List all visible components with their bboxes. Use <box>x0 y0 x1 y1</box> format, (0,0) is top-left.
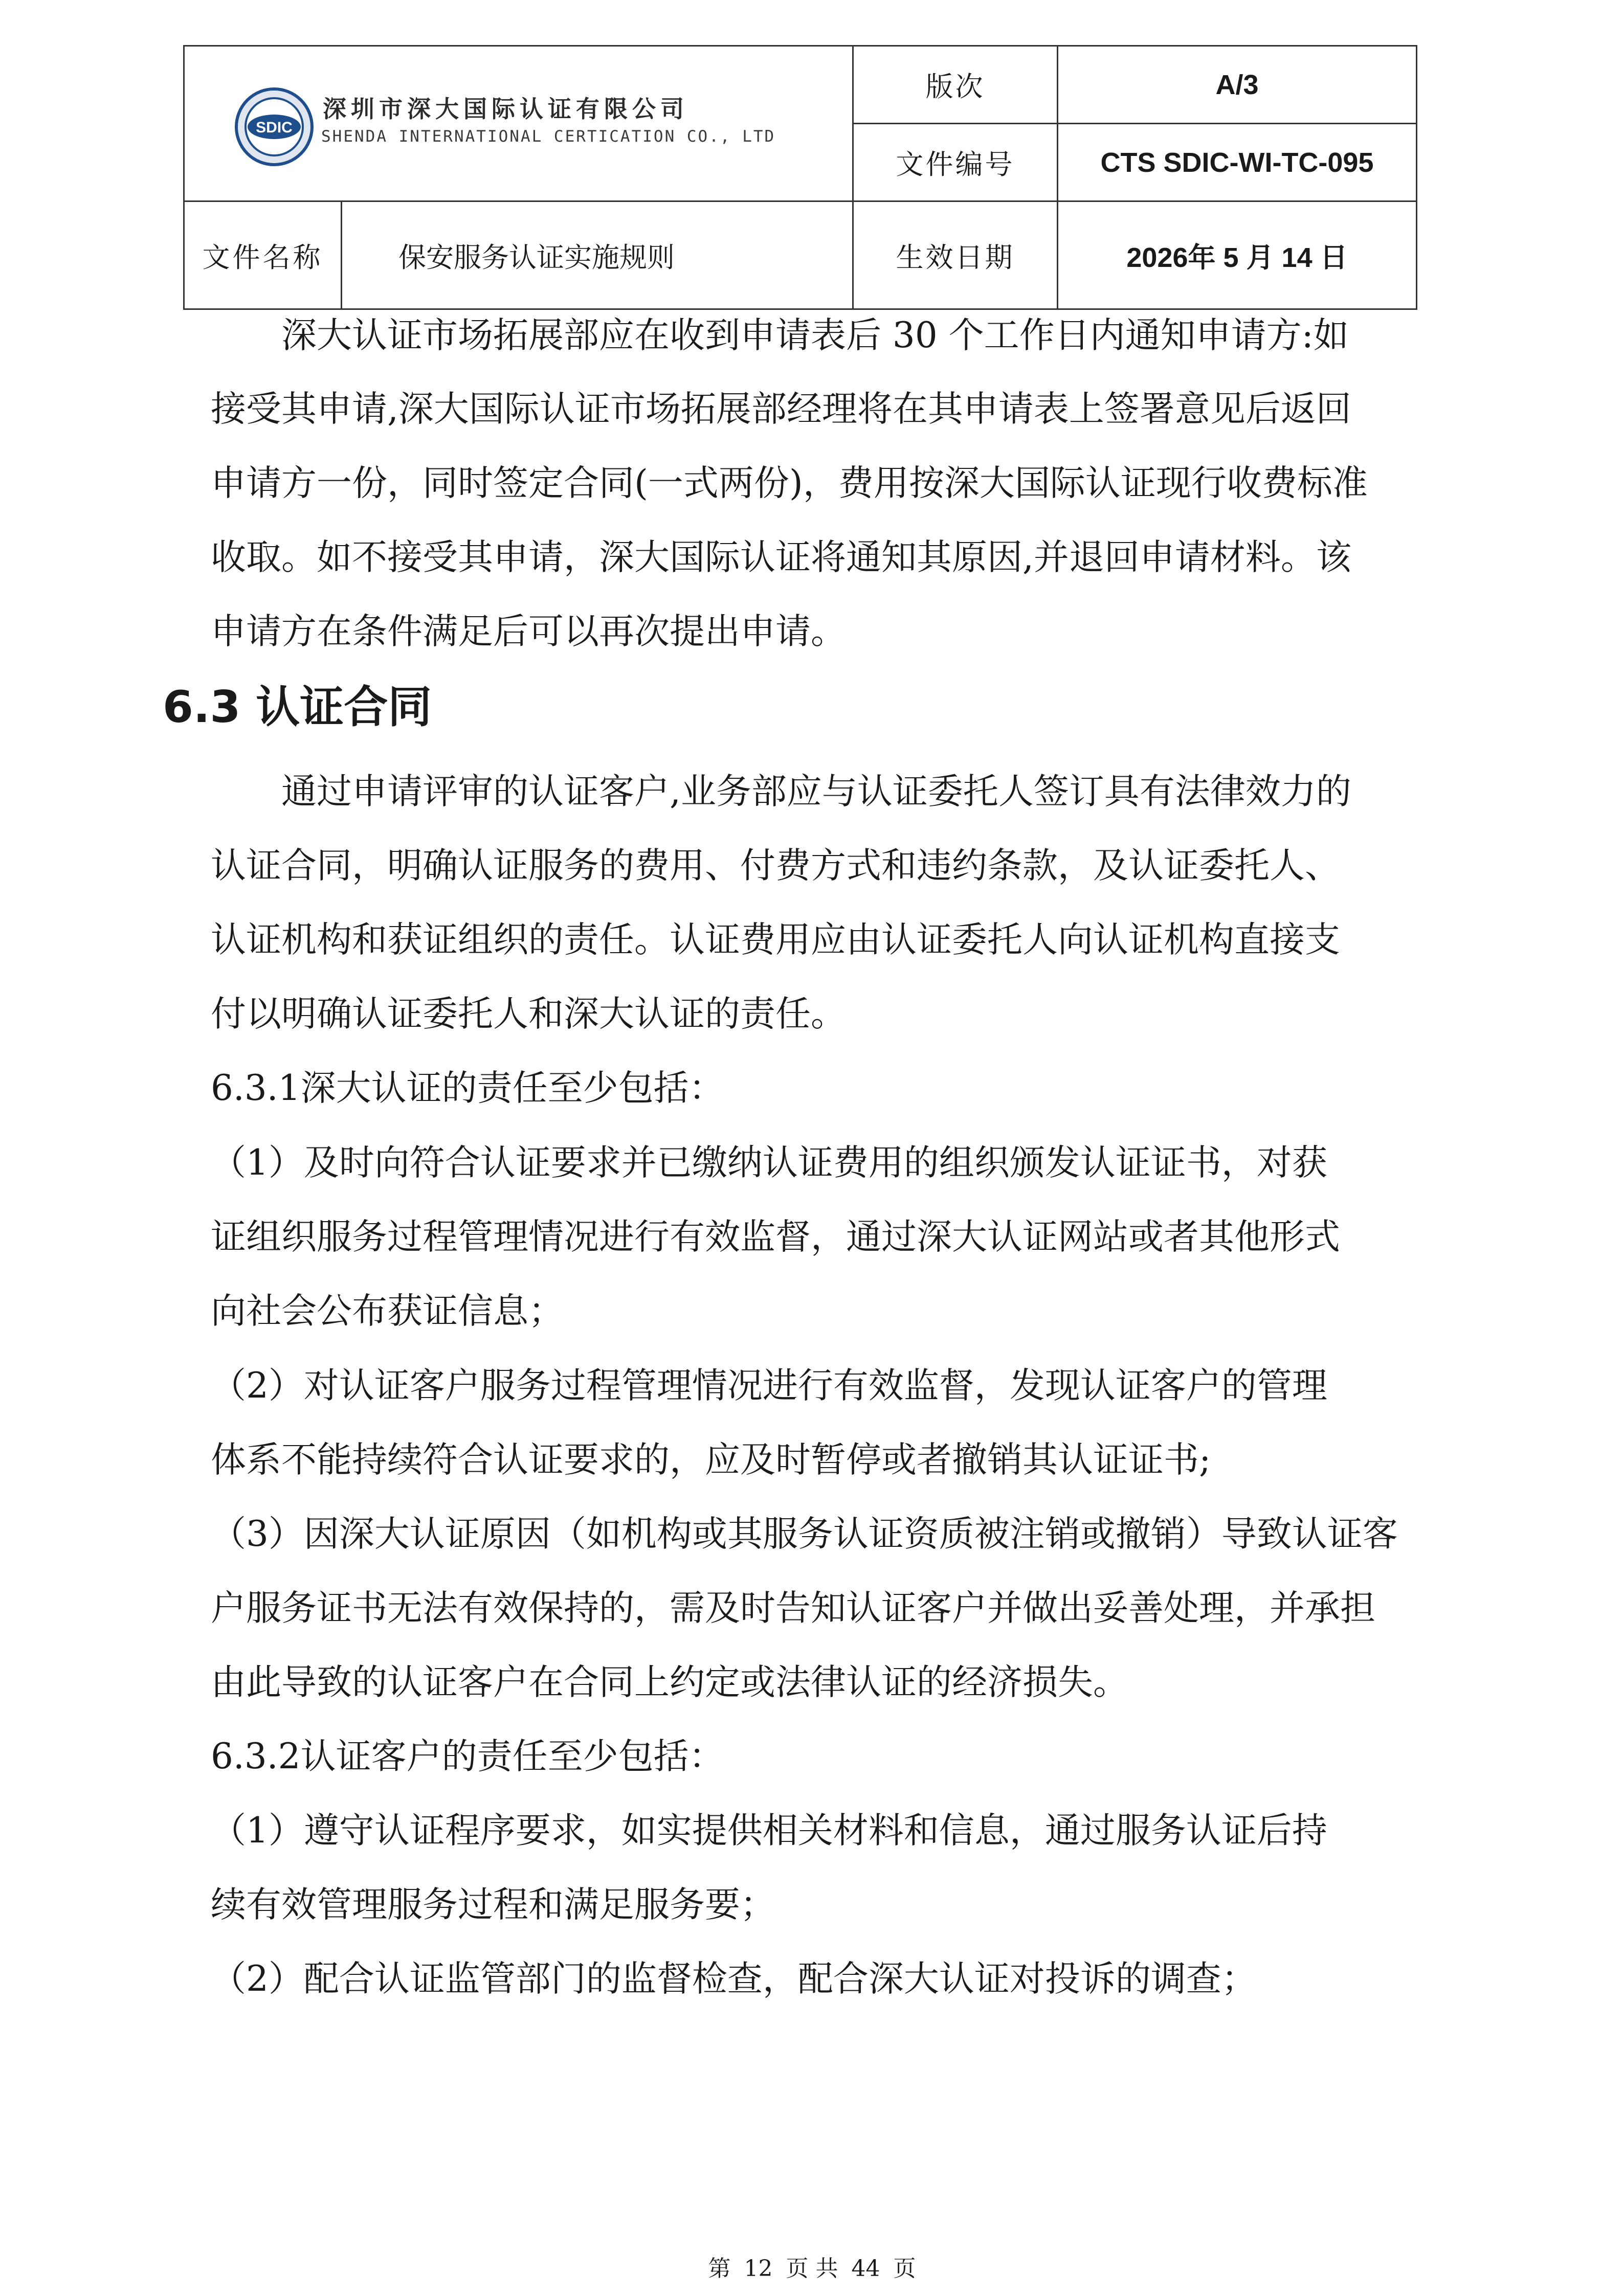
paragraph-line: 通过申请评审的认证客户,业务部应与认证委托人签订具有法律效力的 <box>281 771 1351 812</box>
effective-date-value: 2026年 5 月 14 日 <box>1058 201 1417 309</box>
subsection-heading: 6.3.1深大认证的责任至少包括： <box>211 1068 724 1109</box>
company-name-en: SHENDA INTERNATIONAL CERTICATION CO., LTD <box>321 127 776 146</box>
logo-cell <box>184 46 853 201</box>
company-logo <box>233 78 796 175</box>
sdic-seal-icon <box>233 86 315 168</box>
paragraph-line: 申请方在条件满足后可以再次提出申请。 <box>211 611 846 652</box>
paragraph-line: 收取。如不接受其申请，深大国际认证将通知其原因,并退回申请材料。该 <box>211 537 1351 578</box>
page-mid: 页 共 <box>786 2256 838 2282</box>
paragraph-line: 认证合同，明确认证服务的费用、付费方式和违约条款，及认证委托人、 <box>211 845 1340 886</box>
paragraph-line: 深大认证市场拓展部应在收到申请表后 30 个工作日内通知申请方:如 <box>281 315 1349 356</box>
page-footer <box>0 2250 1624 2283</box>
company-name-cn: 深圳市深大国际认证有限公司 <box>323 95 688 123</box>
list-item-line: （1）遵守认证程序要求，如实提供相关材料和信息，通过服务认证后持 <box>211 1810 1327 1851</box>
list-item-line: （2）配合认证监管部门的监督检查，配合深大认证对投诉的调查； <box>211 1959 1257 1999</box>
paragraph-line: 认证机构和获证组织的责任。认证费用应由认证委托人向认证机构直接支 <box>211 919 1340 960</box>
doc-name-label: 文件名称 <box>184 201 342 309</box>
list-item-line: （3）因深大认证原因（如机构或其服务认证资质被注销或撤销）导致认证客 <box>211 1514 1398 1555</box>
list-item-line: 向社会公布获证信息； <box>211 1291 564 1332</box>
list-item-line: 户服务证书无法有效保持的，需及时告知认证客户并做出妥善处理，并承担 <box>211 1588 1375 1629</box>
paragraph-line: 申请方一份，同时签定合同(一式两份)，费用按深大国际认证现行收费标准 <box>211 463 1368 504</box>
doc-name-value: 保安服务认证实施规则 <box>342 201 853 309</box>
section-heading: 6.3 认证合同 <box>163 682 432 733</box>
document-header-table <box>183 45 1417 310</box>
list-item-line: 证组织服务过程管理情况进行有效监督，通过深大认证网站或者其他形式 <box>211 1217 1340 1257</box>
logo-text: SDIC <box>256 119 293 136</box>
list-item-line: 体系不能持续符合认证要求的，应及时暂停或者撤销其认证证书; <box>211 1439 1211 1480</box>
paragraph-line: 接受其申请,深大国际认证市场拓展部经理将在其申请表上签署意见后返回 <box>211 389 1351 430</box>
version-label: 版次 <box>853 46 1058 124</box>
subsection-heading: 6.3.2认证客户的责任至少包括： <box>211 1736 724 1777</box>
list-item-line: （2）对认证客户服务过程管理情况进行有效监督，发现认证客户的管理 <box>211 1365 1327 1406</box>
page-prefix: 第 <box>708 2256 731 2282</box>
effective-date-label: 生效日期 <box>853 201 1058 309</box>
version-value: A/3 <box>1058 46 1417 124</box>
paragraph-line: 付以明确认证委托人和深大认证的责任。 <box>211 994 846 1034</box>
page-suffix: 页 <box>893 2256 916 2282</box>
page-total: 44 <box>851 2256 880 2282</box>
list-item-line: （1）及时向符合认证要求并已缴纳认证费用的组织颁发认证证书，对获 <box>211 1142 1327 1183</box>
list-item-line: 续有效管理服务过程和满足服务要； <box>211 1884 775 1925</box>
doc-number-label: 文件编号 <box>853 124 1058 201</box>
page-current: 12 <box>744 2256 773 2282</box>
doc-number-value: CTS SDIC-WI-TC-095 <box>1058 124 1417 201</box>
list-item-line: 由此导致的认证客户在合同上约定或法律认证的经济损失。 <box>211 1662 1128 1703</box>
